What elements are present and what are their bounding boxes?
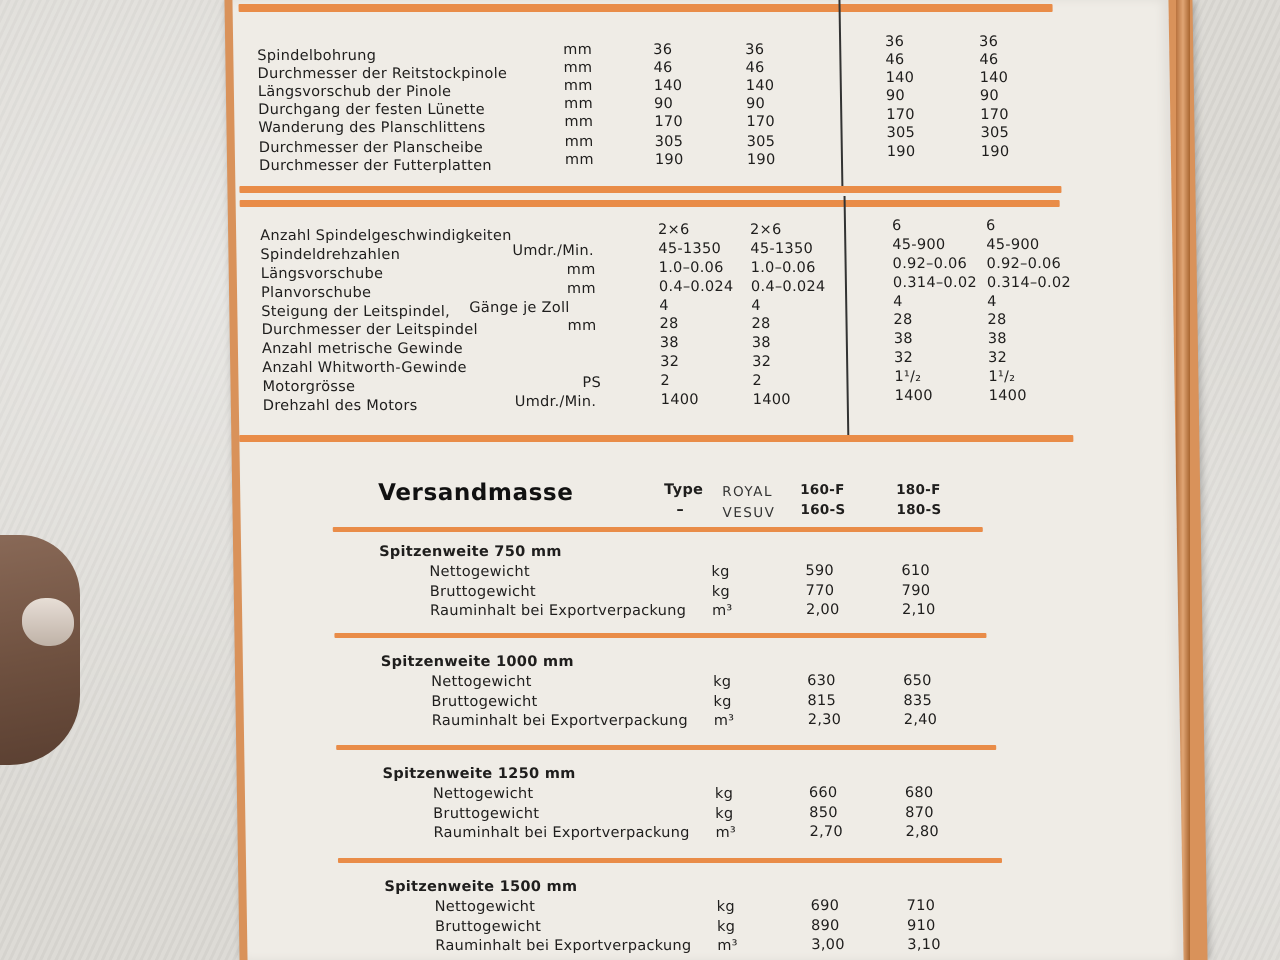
weight-value: 890 [810,917,840,934]
spec-label: Anzahl Whitworth-Gewinde [262,360,467,376]
spec-value: 140 [979,70,1009,86]
group-heading: Spitzenweite 1250 mm [382,766,576,782]
weight-value: 610 [901,563,931,579]
weight-unit: kg [713,674,732,690]
spec-value: 0.314–0.02 [892,275,978,291]
type-dash: – [676,502,685,518]
weight-value: 850 [809,804,838,821]
spec-label: Durchmesser der Planscheibe [258,140,484,156]
spec-value: 1¹/₂ [894,369,922,385]
orange-rule [333,527,983,532]
weight-label: Bruttogewicht [431,693,538,710]
weight-label: Rauminhalt bei Exportverpackung [429,603,687,619]
orange-rule [239,435,1073,442]
spec-value: 2×6 [749,222,782,238]
weight-value: 690 [810,898,840,914]
weight-label: Nettogewicht [429,564,531,580]
spec-value: 305 [980,125,1010,141]
weight-unit: kg [716,918,736,935]
weight-unit: kg [713,693,732,710]
column-divider [838,0,842,190]
thumbnail [22,598,74,646]
weight-unit: kg [711,583,731,600]
weight-label: Bruttogewicht [433,805,540,822]
spec-value: 90 [745,96,766,112]
spec-value: 4 [893,294,903,310]
spec-unit: mm [563,60,593,76]
spec-value: 190 [746,152,776,168]
spec-value: 38 [987,331,1007,347]
spec-value: 32 [752,354,772,370]
spec-value: 4 [659,298,669,314]
weight-value: 3,10 [907,937,941,953]
spec-label: Steigung der Leitspindel, [261,304,451,320]
weight-label: Nettogewicht [434,899,536,915]
type-label: Type [664,482,704,498]
spec-value: 38 [893,331,913,347]
group-heading: Spitzenweite 1500 mm [384,879,578,895]
spec-unit: mm [566,281,596,297]
spec-value: 2 [752,373,763,389]
weight-value: 2,70 [809,824,844,840]
spec-label: Durchgang der festen Lünette [258,102,486,118]
spec-value: 0.4–0.024 [750,279,826,295]
weight-value: 870 [905,804,934,821]
spec-label: Drehzahl des Motors [262,398,418,414]
spec-label: Spindelbohrung [257,48,377,64]
spec-value: 190 [886,144,916,160]
spec-label: Motorgrösse [262,379,356,395]
spec-label: Durchmesser der Leitspindel [261,322,478,338]
spec-value: 170 [886,107,915,123]
spec-unit: mm [567,318,597,334]
spec-value: 28 [659,316,679,332]
spec-value: 32 [660,354,680,370]
brand-logo-vesuv: VESUV [722,505,776,521]
spec-value: 2 [660,373,671,389]
section-title: Versandmasse [378,480,574,506]
spec-value: 36 [653,42,673,58]
weight-label: Rauminhalt bei Exportverpackung [435,938,692,954]
spec-value: 46 [885,52,905,68]
spec-sheet-page [232,0,1183,960]
weight-label: Rauminhalt bei Exportverpackung [431,713,689,729]
spec-value: 45-900 [986,237,1040,253]
spec-label: Anzahl Spindelgeschwindigkeiten [260,228,512,244]
weight-unit: m³ [715,825,737,841]
spec-value: 6 [985,218,996,234]
spec-value: 46 [653,60,673,76]
spec-unit: PS [582,375,602,391]
spec-value: 38 [751,335,772,351]
spec-value: 305 [746,134,776,150]
spec-unit: mm [564,152,594,168]
model-180-f: 180-F [896,482,941,498]
spec-label: Längsvorschub der Pinole [257,84,452,100]
weight-value: 835 [903,692,933,709]
weight-value: 790 [901,582,931,599]
weight-value: 680 [904,785,934,801]
column-divider [844,196,849,436]
spec-value: 1¹/₂ [988,369,1016,385]
spec-unit: mm [564,134,594,150]
spec-value: 305 [886,125,916,141]
group-heading: Spitzenweite 1000 mm [380,654,574,670]
spec-unit: Gänge je Zoll [469,300,570,316]
spec-value: 1400 [894,388,933,404]
model-160-s: 160-S [800,502,846,518]
weight-label: Bruttogewicht [429,583,536,600]
spec-value: 190 [980,144,1010,160]
spec-value: 90 [979,88,1000,104]
weight-value: 2,80 [905,824,940,840]
spec-value: 1.0–0.06 [658,260,724,276]
spec-value: 170 [980,107,1009,123]
spec-unit: Umdr./Min. [514,394,597,410]
spec-value: 4 [751,298,761,314]
spec-value: 32 [893,350,914,366]
brand-logo-royal: ROYAL [722,484,774,500]
spec-value: 0.92–0.06 [986,256,1062,272]
spec-value: 1.0–0.06 [750,260,816,276]
spec-value: 90 [885,88,906,104]
spec-value: 36 [884,34,905,50]
spec-value: 305 [654,134,684,150]
spec-value: 2×6 [657,222,690,238]
orange-rule [239,186,1061,193]
spec-value: 1400 [988,388,1027,404]
orange-rule [336,745,996,750]
spec-value: 28 [987,312,1007,328]
spec-value: 0.92–0.06 [892,256,968,272]
spec-value: 28 [751,316,771,332]
weight-value: 590 [805,563,835,579]
orange-rule [240,200,1060,207]
weight-unit: m³ [717,938,738,954]
spec-value: 36 [745,42,765,58]
spec-value: 32 [987,350,1008,366]
spec-value: 90 [653,96,674,112]
thumb [0,535,80,765]
weight-value: 2,10 [901,602,936,618]
weight-value: 2,30 [807,712,842,728]
weight-unit: m³ [711,603,733,619]
spec-value: 28 [893,312,913,328]
orange-rule [338,858,1002,863]
weight-unit: kg [711,564,730,580]
spec-label: Planvorschube [260,285,372,301]
spec-value: 36 [978,34,999,50]
model-180-s: 180-S [896,502,942,518]
spec-value: 6 [891,218,902,234]
spec-label: Durchmesser der Futterplatten [258,158,492,174]
weight-value: 660 [808,785,838,801]
orange-rule [239,4,1053,12]
spec-value: 140 [745,78,775,94]
weight-unit: kg [716,899,736,915]
spec-label: Anzahl metrische Gewinde [261,341,464,357]
spec-value: 190 [654,152,684,168]
spec-unit: mm [563,96,594,112]
spec-label: Durchmesser der Reitstockpinole [257,66,508,82]
spec-value: 170 [746,114,776,130]
weight-value: 630 [807,673,836,689]
spec-value: 45-900 [892,237,946,253]
weight-unit: m³ [713,713,735,729]
spec-value: 1400 [752,392,791,408]
weight-value: 910 [906,917,936,934]
spec-value: 140 [653,78,683,94]
spec-label: Längsvorschube [260,266,384,282]
weight-value: 770 [805,582,835,599]
spec-value: 45-1350 [658,241,722,257]
weight-value: 650 [903,673,932,689]
weight-value: 2,40 [903,712,938,728]
orange-rule [334,633,986,638]
weight-label: Rauminhalt bei Exportverpackung [433,825,690,841]
spec-unit: mm [566,262,596,278]
spec-label: Spindeldrehzahlen [260,247,401,263]
spec-unit: mm [563,78,593,94]
group-heading: Spitzenweite 750 mm [379,544,562,560]
spec-value: 170 [654,114,684,130]
spec-unit: Umdr./Min. [512,243,594,259]
weight-value: 815 [807,692,837,709]
spec-value: 1400 [660,392,699,408]
spec-value: 140 [885,70,915,86]
spec-unit: mm [563,42,593,58]
weight-value: 3,00 [811,937,845,953]
spec-label: Wanderung des Planschlittens [258,120,486,136]
spec-value: 38 [659,335,680,351]
weight-unit: kg [715,805,734,822]
spec-value: 46 [745,60,765,76]
weight-value: 710 [906,898,936,914]
spec-value: 4 [987,294,997,310]
model-160-f: 160-F [800,482,845,498]
weight-value: 2,00 [805,602,840,618]
weight-label: Bruttogewicht [434,918,542,935]
weight-label: Nettogewicht [431,674,532,690]
weight-unit: kg [714,786,734,802]
spec-unit: mm [564,114,594,130]
spec-value: 0.314–0.02 [986,275,1072,291]
spec-value: 46 [979,52,999,68]
spec-value: 45-1350 [750,241,814,257]
weight-label: Nettogewicht [432,786,534,802]
spec-value: 0.4–0.024 [658,279,734,295]
